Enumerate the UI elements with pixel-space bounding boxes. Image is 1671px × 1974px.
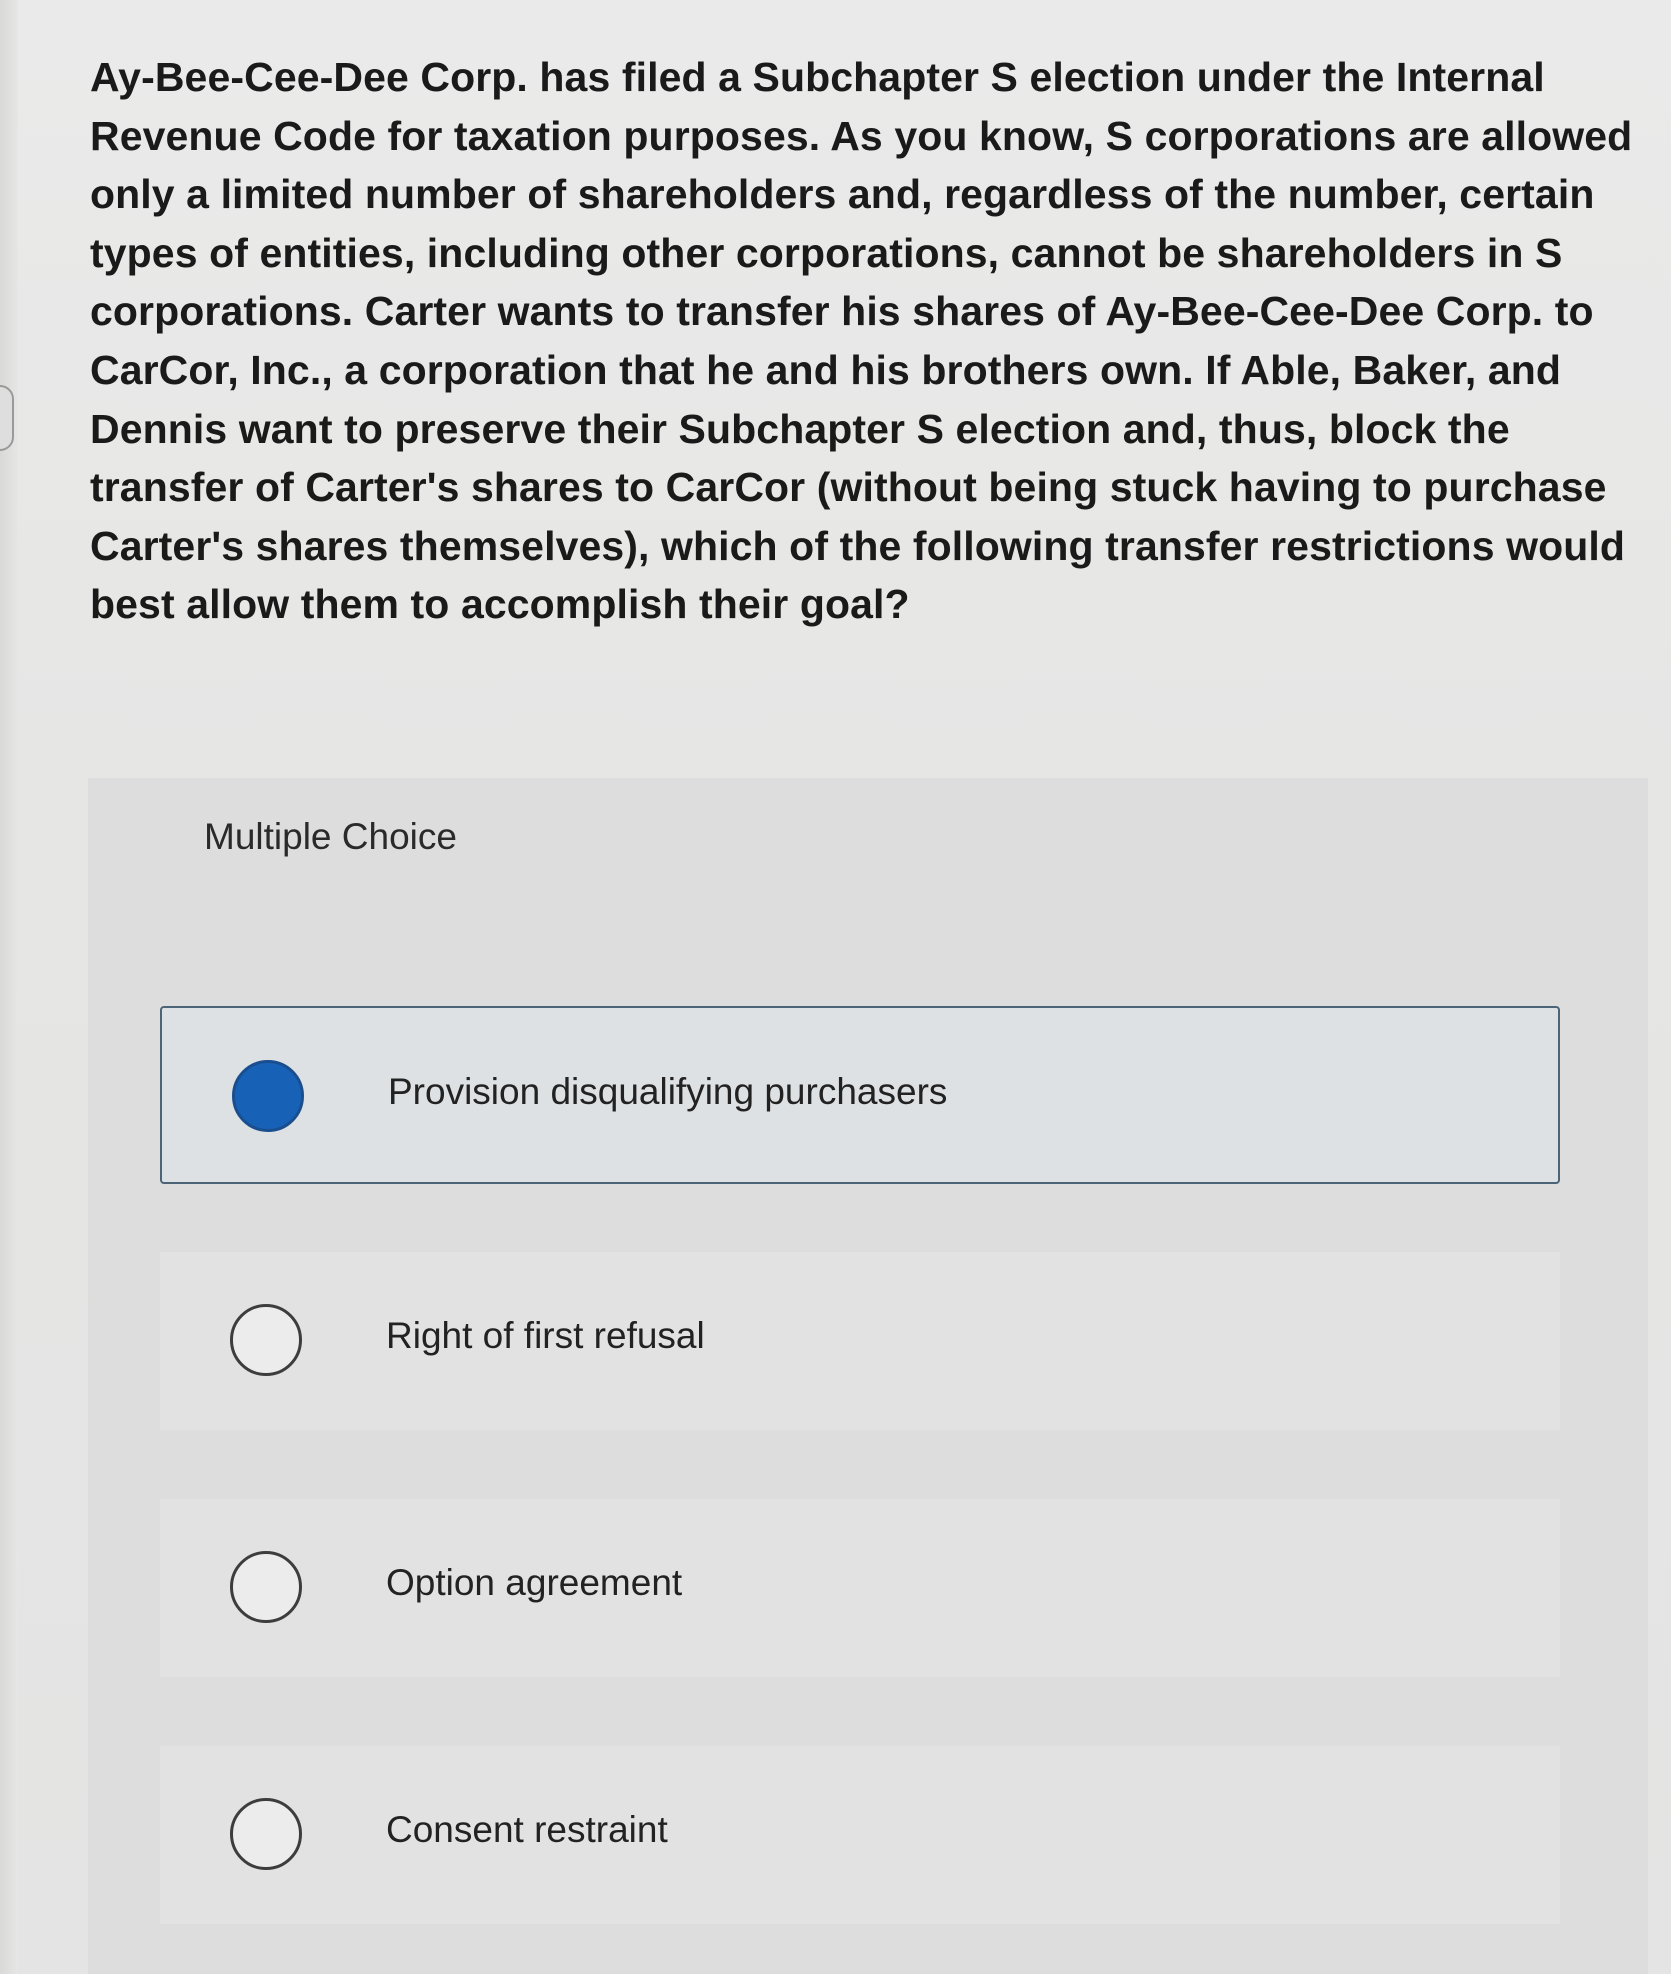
question-line: only a limited number of shareholders and, regardless of the number, certain bbox=[90, 171, 1595, 218]
edge-tab-handle bbox=[0, 385, 14, 451]
choice-option-consent-restraint[interactable] bbox=[160, 1746, 1560, 1924]
choice-option-label: Consent restraint bbox=[386, 1809, 668, 1850]
choice-option-option-agreement[interactable] bbox=[160, 1499, 1560, 1677]
screen-left-edge bbox=[0, 0, 18, 1974]
question-line: corporations. Carter wants to transfer his shares of Ay-Bee-Cee-Dee Corp. to bbox=[90, 288, 1594, 335]
radio-button[interactable] bbox=[230, 1798, 302, 1870]
radio-button[interactable] bbox=[230, 1551, 302, 1623]
radio-button-selected[interactable] bbox=[232, 1060, 304, 1132]
choice-option-label: Provision disqualifying purchasers bbox=[388, 1071, 948, 1112]
question-line: Revenue Code for taxation purposes. As you know, S corporations are allowed bbox=[90, 112, 1633, 159]
choice-option-label: Option agreement bbox=[386, 1562, 683, 1603]
choice-option-provision-disqualifying-purchasers[interactable] bbox=[160, 1006, 1560, 1184]
question-line: best allow them to accomplish their goal? bbox=[90, 581, 910, 628]
choice-option-label: Right of first refusal bbox=[386, 1315, 705, 1356]
question-line: Carter's shares themselves), which of the following transfer restrictions would bbox=[90, 522, 1626, 569]
question-line: types of entities, including other corporations, cannot be shareholders in S bbox=[90, 229, 1563, 276]
choice-option-right-of-first-refusal[interactable] bbox=[160, 1252, 1560, 1430]
multiple-choice-panel bbox=[88, 778, 1648, 1974]
question-line: CarCor, Inc., a corporation that he and his brothers own. If Able, Baker, and bbox=[90, 346, 1562, 393]
question-line: Dennis want to preserve their Subchapter S election and, thus, block the bbox=[90, 405, 1510, 452]
question-line: transfer of Carter's shares to CarCor (without being stuck having to purchase bbox=[90, 464, 1607, 511]
radio-button[interactable] bbox=[230, 1304, 302, 1376]
multiple-choice-heading: Multiple Choice bbox=[204, 816, 457, 857]
question-text bbox=[90, 48, 1670, 634]
question-line: Ay-Bee-Cee-Dee Corp. has filed a Subchapter S election under the Internal bbox=[90, 54, 1545, 100]
